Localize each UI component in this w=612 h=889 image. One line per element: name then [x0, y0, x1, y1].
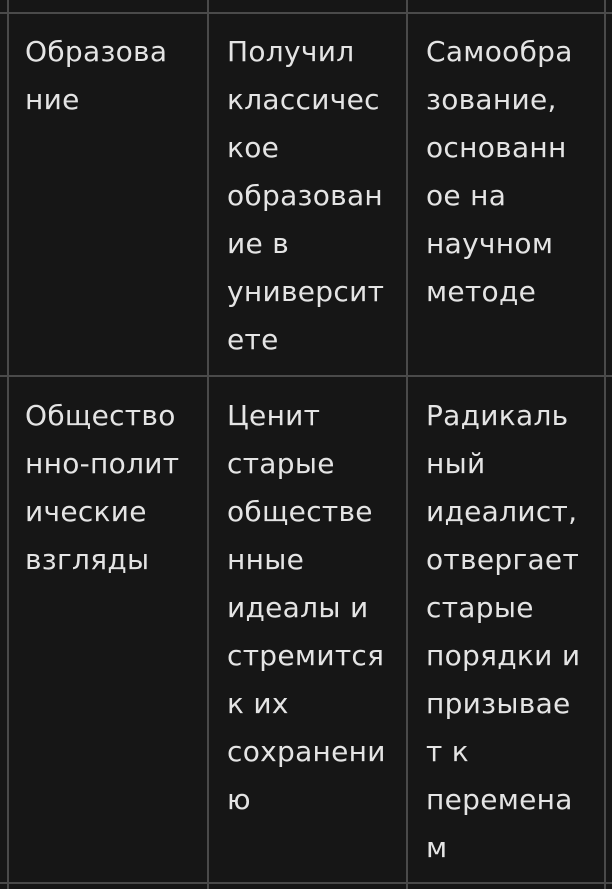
- column-divider-1: [207, 0, 209, 889]
- table-cell-row1-col3: Самообра зование, основанн ое на научном методе: [426, 35, 573, 308]
- table-cell-row2-label: Общество нно-полит ические взгляды: [25, 399, 180, 576]
- table-cell-row2-col3: Радикаль ный идеалист, отвергает старые порядки и призывае т к перемена м: [426, 399, 581, 864]
- table-border-left: [7, 0, 9, 889]
- table-border-right: [604, 0, 606, 889]
- column-divider-2: [406, 0, 408, 889]
- row-divider-middle: [0, 375, 612, 377]
- table-cell-row2-col2: Ценит старые обществе нные идеалы и стремится к их сохранени ю: [227, 399, 386, 816]
- table-cell-row1-col2: Получил классичес кое образован ие в университ ете: [227, 35, 385, 356]
- table-cell-row1-label: Образова ние: [25, 35, 168, 116]
- row-divider-bottom: [0, 882, 612, 884]
- row-divider-top: [0, 12, 612, 14]
